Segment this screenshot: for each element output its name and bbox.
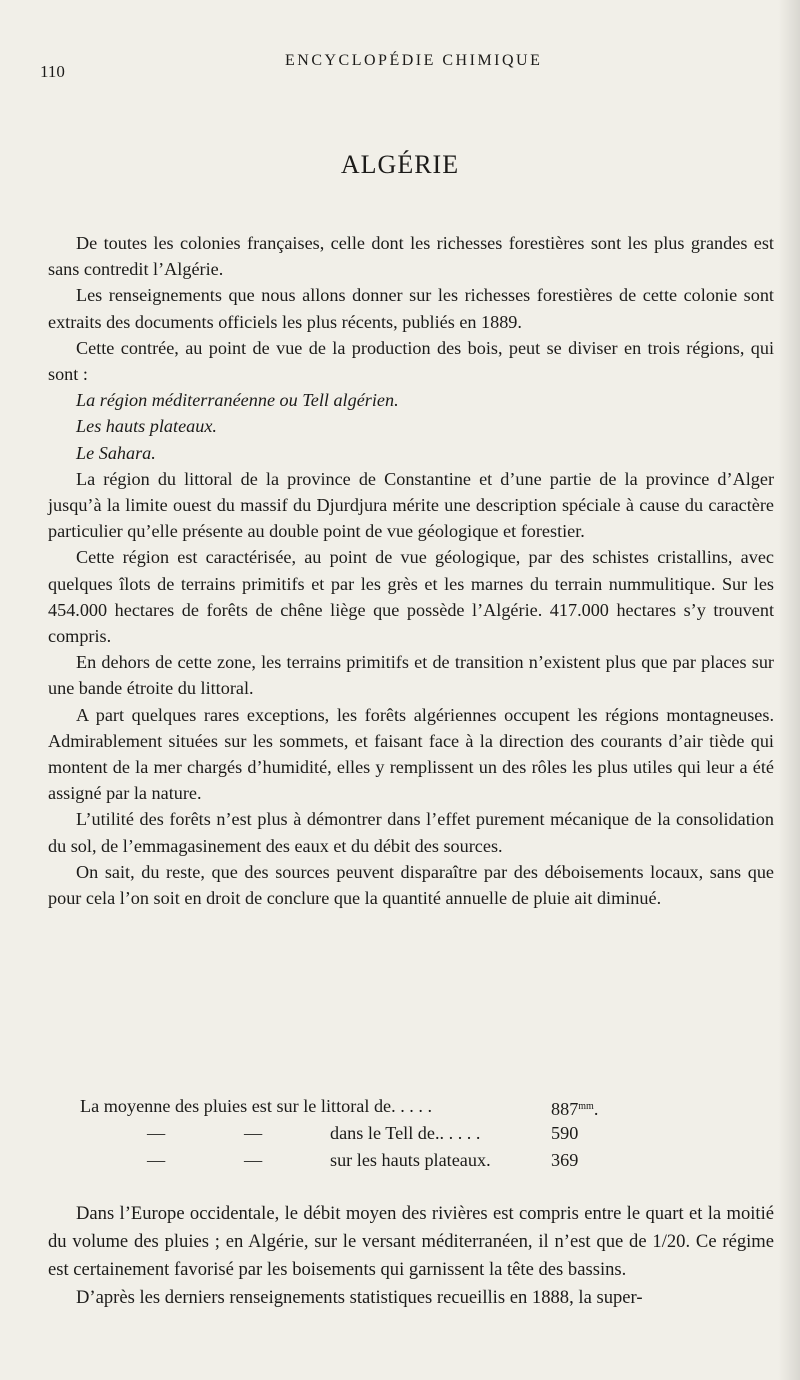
rainfall-label: sur les hauts plateaux. [330, 1150, 491, 1170]
rainfall-label: dans le Tell de.. . . . . [330, 1123, 481, 1143]
rainfall-table [80, 1093, 680, 1174]
body-text-before-table [48, 230, 774, 911]
ditto-dash: — [147, 1123, 166, 1143]
rainfall-number: 369 [551, 1150, 579, 1170]
rainfall-label: La moyenne des pluies est sur le littoral de. . . . . [80, 1096, 433, 1116]
rainfall-row [80, 1120, 680, 1147]
paragraph: L’utilité des forêts n’est plus à démontrer dans l’effet purement mécanique de la consolidation du sol, de l’emmagasinement des eaux et du débit des sources. [48, 809, 774, 856]
ditto-dash: — [244, 1123, 263, 1143]
ditto-dash: — [147, 1150, 166, 1170]
paragraph: De toutes les colonies françaises, celle dont les richesses forestières sont les plus grandes est sans contredit l’Algérie. [48, 233, 774, 280]
rainfall-row [80, 1093, 680, 1120]
paragraph: Les renseignements que nous allons donner sur les richesses forestières de cette colonie sont extraits des documents officiels les plus récents, publiés en 1889. [48, 285, 774, 332]
rainfall-unit: mm [578, 1101, 594, 1112]
paragraph: On sait, du reste, que des sources peuvent disparaître par des déboisements locaux, sans que pour cela l’on soit en droit de conclure que la quantité annuelle de pluie ait diminué. [48, 861, 774, 909]
paragraph: Cette région est caractérisée, au point de vue géologique, par des schistes cristallins, avec quelques îlots de terrains primitifs et par les grès et les marnes du terrain nummulitique. Sur les 454.000 hectares de forêts de chêne liège que possède l’Algérie. 417.000 hectares s’y trouvent compris. [48, 547, 774, 647]
rainfall-number: 887 [551, 1099, 579, 1119]
paragraph: La région méditerranéenne ou Tell algérien. [76, 390, 399, 411]
paragraph: Dans l’Europe occidentale, le débit moyen des rivières est compris entre le quart et la moitié du volume des pluies ; en Algérie, sur le versant méditerranéen, il n’est que de 1/20. Ce régime est certainement favorisé par les boisements qui garnissent la tête des bassins. [48, 1203, 774, 1280]
rainfall-value [551, 1147, 578, 1174]
paragraph: A part quelques rares exceptions, les forêts algériennes occupent les régions montagneuses. Admirablement situées sur les sommets, et faisant face à la direction des courants d’air tiède qui montent de la mer chargés d’humidité, elles y remplissent un des rôles les plus utiles qui leur a été assigné par la nature. [48, 704, 774, 804]
rainfall-number: 590 [551, 1123, 579, 1143]
body-text-after-table [48, 1200, 774, 1312]
rainfall-value [551, 1120, 578, 1147]
running-title: ENCYCLOPÉDIE CHIMIQUE [285, 52, 543, 69]
rainfall-punct: . [593, 1099, 599, 1119]
paragraph: Le Sahara. [76, 442, 156, 463]
paragraph: D’après les derniers renseignements statistiques recueillis en 1888, la super- [76, 1287, 643, 1308]
section-title: ALGÉRIE [340, 150, 460, 179]
paragraph: Les hauts plateaux. [76, 416, 217, 437]
paragraph: En dehors de cette zone, les terrains primitifs et de transition n’existent plus que par places sur une bande étroite du littoral. [48, 652, 774, 699]
page-edge-shadow [778, 0, 800, 1380]
page-number: 110 [40, 62, 65, 81]
rainfall-row [80, 1147, 680, 1174]
paragraph: La région du littoral de la province de Constantine et d’une partie de la province d’Alger jusqu’à la limite ouest du massif du Djurdjura mérite une description spéciale à cause du caractère particulier qu’elle présente au double point de vue géologique et forestier. [48, 468, 774, 542]
rainfall-value [551, 1093, 598, 1123]
ditto-dash: — [244, 1150, 263, 1170]
running-header [40, 52, 760, 82]
paragraph: Cette contrée, au point de vue de la production des bois, peut se diviser en trois régions, qui sont : [48, 337, 774, 385]
